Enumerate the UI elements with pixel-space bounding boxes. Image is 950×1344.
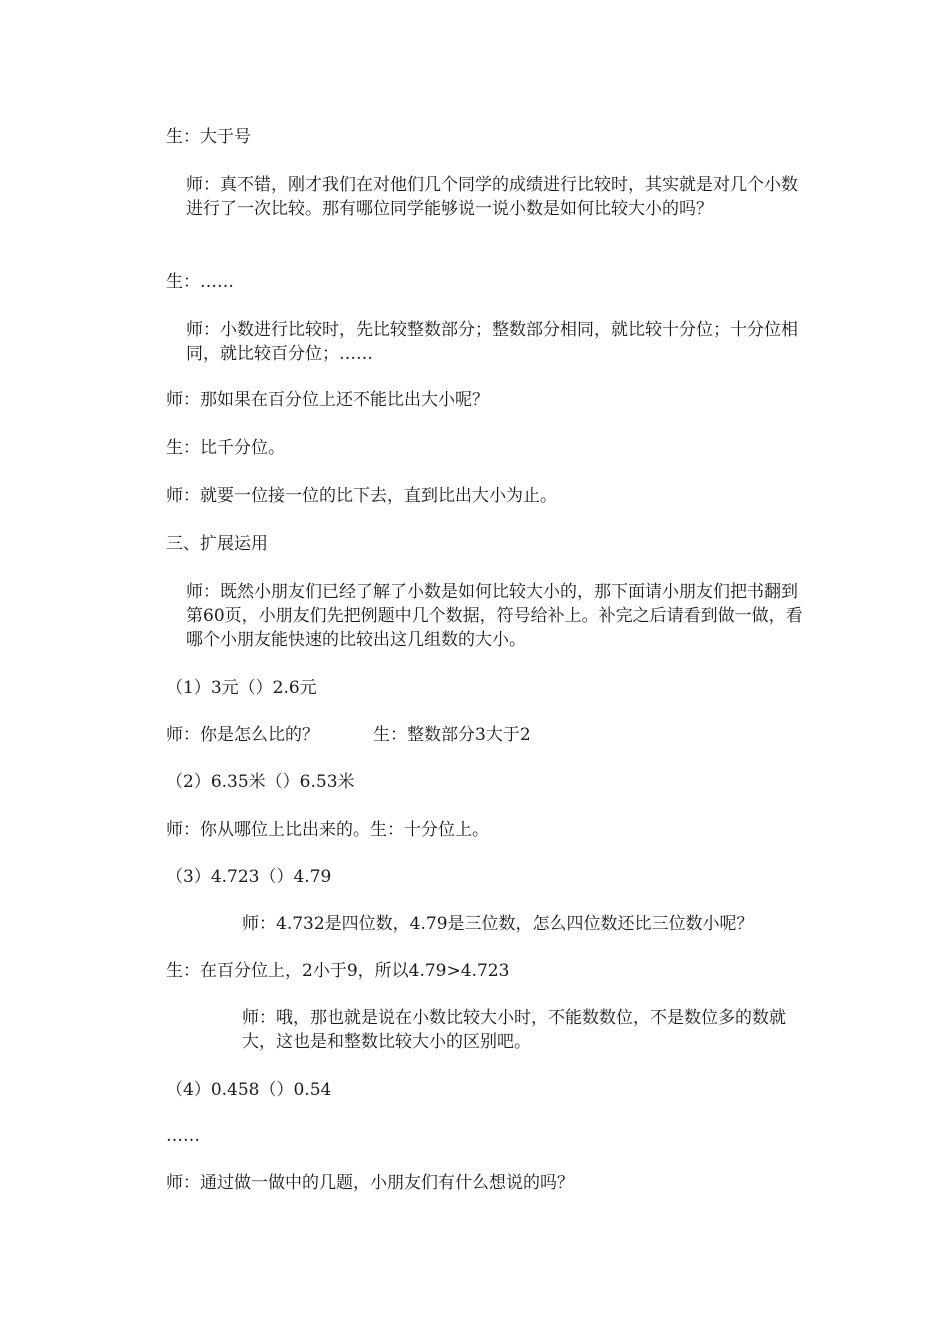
paragraph-teacher-how-compare: 师：你是怎么比的？ 生：整数部分3大于2 — [166, 725, 531, 745]
paragraph-student-ellipsis: 生：…… — [166, 272, 234, 292]
paragraph-student-hundredths-answer: 生：在百分位上，2小于9，所以4.79>4.723 — [166, 961, 510, 981]
paragraph-teacher-closing-question: 师：通过做一做中的几题，小朋友们有什么想说的吗？ — [166, 1173, 574, 1193]
paragraph-student-thousandths: 生：比千分位。 — [166, 438, 285, 458]
section-heading-extension: 三、扩展运用 — [166, 534, 268, 554]
paragraph-teacher-summary: 师：哦，那也就是说在小数比较大小时，不能数数位，不是数位多的数就大，这也是和整数比较大小的区别吧。 — [242, 1008, 786, 1052]
paragraph-student-greater-sign: 生：大于号 — [166, 127, 251, 147]
exercise-4: （4）0.458（）0.54 — [166, 1080, 332, 1100]
exercise-2: （2）6.35米（）6.53米 — [166, 772, 355, 792]
exercise-1: （1）3元（）2.6元 — [166, 678, 317, 698]
paragraph-teacher-rule: 师：小数进行比较时，先比较整数部分；整数部分相同，就比较十分位；十分位相同，就比较百分位；…… — [186, 320, 798, 364]
paragraph-teacher-praise: 师：真不错，刚才我们在对他们几个同学的成绩进行比较时，其实就是对几个小数进行了一次比较。那有哪位同学能够说一说小数是如何比较大小的吗？ — [186, 175, 798, 219]
paragraph-teacher-which-place: 师：你从哪位上比出来的。生：十分位上。 — [166, 820, 489, 840]
paragraph-teacher-question-hundredths: 师：那如果在百分位上还不能比出大小呢？ — [166, 390, 489, 410]
paragraph-ellipsis: …… — [166, 1126, 200, 1146]
paragraph-teacher-until: 师：就要一位接一位的比下去，直到比出大小为止。 — [166, 486, 557, 506]
paragraph-teacher-digits-question: 师：4.732是四位数，4.79是三位数，怎么四位数还比三位数小呢？ — [242, 914, 754, 934]
paragraph-teacher-instructions: 师：既然小朋友们已经了解了小数是如何比较大小的，那下面请小朋友们把书翻到第60页，小朋友们先把例题中几个数据，符号给补上。补完之后请看到做一做，看哪个小朋友能快速的比较出这几组数的大小。 — [186, 582, 803, 650]
exercise-3: （3）4.723（）4.79 — [166, 867, 332, 887]
